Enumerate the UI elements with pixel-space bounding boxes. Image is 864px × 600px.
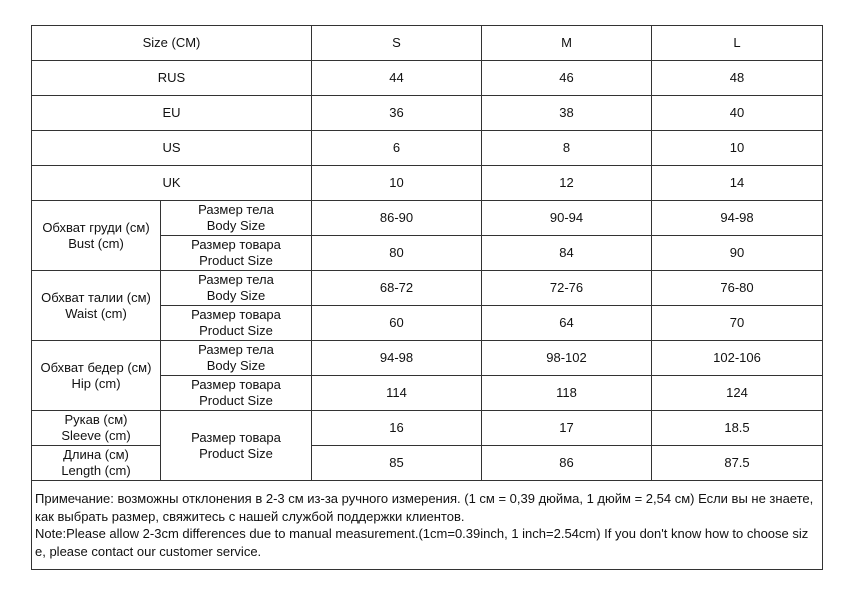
table-cell: 72-76 [482, 271, 652, 306]
sub-label-product: Размер товара Product Size [161, 376, 312, 411]
table-row [32, 446, 823, 481]
table-row [32, 131, 823, 166]
table-cell: 84 [482, 236, 652, 271]
row-label: EU [32, 96, 312, 131]
table-cell: 8 [482, 131, 652, 166]
table-cell: 94-98 [652, 201, 823, 236]
table-cell: 38 [482, 96, 652, 131]
size-m-header: M [482, 26, 652, 61]
table-row [32, 96, 823, 131]
header-row [32, 26, 823, 61]
sub-label-body: Размер тела Body Size [161, 271, 312, 306]
table-cell: 16 [312, 411, 482, 446]
sub-label-body: Размер тела Body Size [161, 201, 312, 236]
row-label: RUS [32, 61, 312, 96]
note-cell [32, 481, 823, 570]
group-label-ru: Обхват талии (см) [41, 289, 151, 305]
table-cell: 36 [312, 96, 482, 131]
row-label: UK [32, 166, 312, 201]
group-label-ru: Обхват груди (см) [42, 219, 150, 235]
table-row [32, 166, 823, 201]
group-label-bust [32, 201, 161, 271]
table-cell: 68-72 [312, 271, 482, 306]
table-row [32, 341, 823, 376]
table-cell: 64 [482, 306, 652, 341]
group-label-ru: Обхват бедер (см) [40, 359, 152, 375]
table-row [32, 271, 823, 306]
table-cell: 14 [652, 166, 823, 201]
table-cell: 90 [652, 236, 823, 271]
size-l-header: L [652, 26, 823, 61]
size-chart-table [31, 25, 823, 570]
table-row [32, 201, 823, 236]
note-row [32, 481, 823, 570]
table-cell: 60 [312, 306, 482, 341]
table-cell: 114 [312, 376, 482, 411]
table-cell: 12 [482, 166, 652, 201]
row-label: US [32, 131, 312, 166]
sub-label-body: Размер тела Body Size [161, 341, 312, 376]
size-s-header: S [312, 26, 482, 61]
note-ru: Примечание: возможны отклонения в 2-3 см из-за ручного измерения. (1 см = 0,39 дюйма, 1 дюйм = 2,54 см) Если вы не знаете, как выбрать размер, свяжитесь с нашей службой поддержки клиентов. [35, 491, 814, 524]
table-cell: 86-90 [312, 201, 482, 236]
table-cell: 94-98 [312, 341, 482, 376]
group-label-waist [32, 271, 161, 341]
table-cell: 118 [482, 376, 652, 411]
row-label-sleeve: Рукав (см) Sleeve (cm) [32, 411, 161, 446]
table-cell: 10 [652, 131, 823, 166]
table-cell: 48 [652, 61, 823, 96]
table-cell: 124 [652, 376, 823, 411]
table-cell: 86 [482, 446, 652, 481]
table-cell: 102-106 [652, 341, 823, 376]
table-cell: 44 [312, 61, 482, 96]
group-label-en: Waist (cm) [65, 305, 127, 321]
table-cell: 87.5 [652, 446, 823, 481]
row-label-length: Длина (см) Length (cm) [32, 446, 161, 481]
table-cell: 80 [312, 236, 482, 271]
table-row [32, 411, 823, 446]
table-cell: 90-94 [482, 201, 652, 236]
group-label-hip [32, 341, 161, 411]
sub-label-product: Размер товара Product Size [161, 236, 312, 271]
sub-label-product: Размер товара Product Size [161, 306, 312, 341]
group-label-en: Hip (cm) [71, 375, 121, 391]
table-cell: 40 [652, 96, 823, 131]
table-cell: 98-102 [482, 341, 652, 376]
table-cell: 10 [312, 166, 482, 201]
group-label-en: Bust (cm) [68, 235, 124, 251]
table-cell: 6 [312, 131, 482, 166]
table-cell: 85 [312, 446, 482, 481]
table-cell: 70 [652, 306, 823, 341]
sub-label-product: Размер товара Product Size [161, 411, 312, 481]
header-label: Size (CM) [32, 26, 312, 61]
note-en: Note:Please allow 2-3cm differences due to manual measurement.(1cm=0.39inch, 1 inch=2.54cm) If you don't know how to choose size, please contact our customer service. [35, 526, 809, 559]
table-cell: 76-80 [652, 271, 823, 306]
table-cell: 18.5 [652, 411, 823, 446]
table-cell: 46 [482, 61, 652, 96]
table-cell: 17 [482, 411, 652, 446]
table-row [32, 61, 823, 96]
